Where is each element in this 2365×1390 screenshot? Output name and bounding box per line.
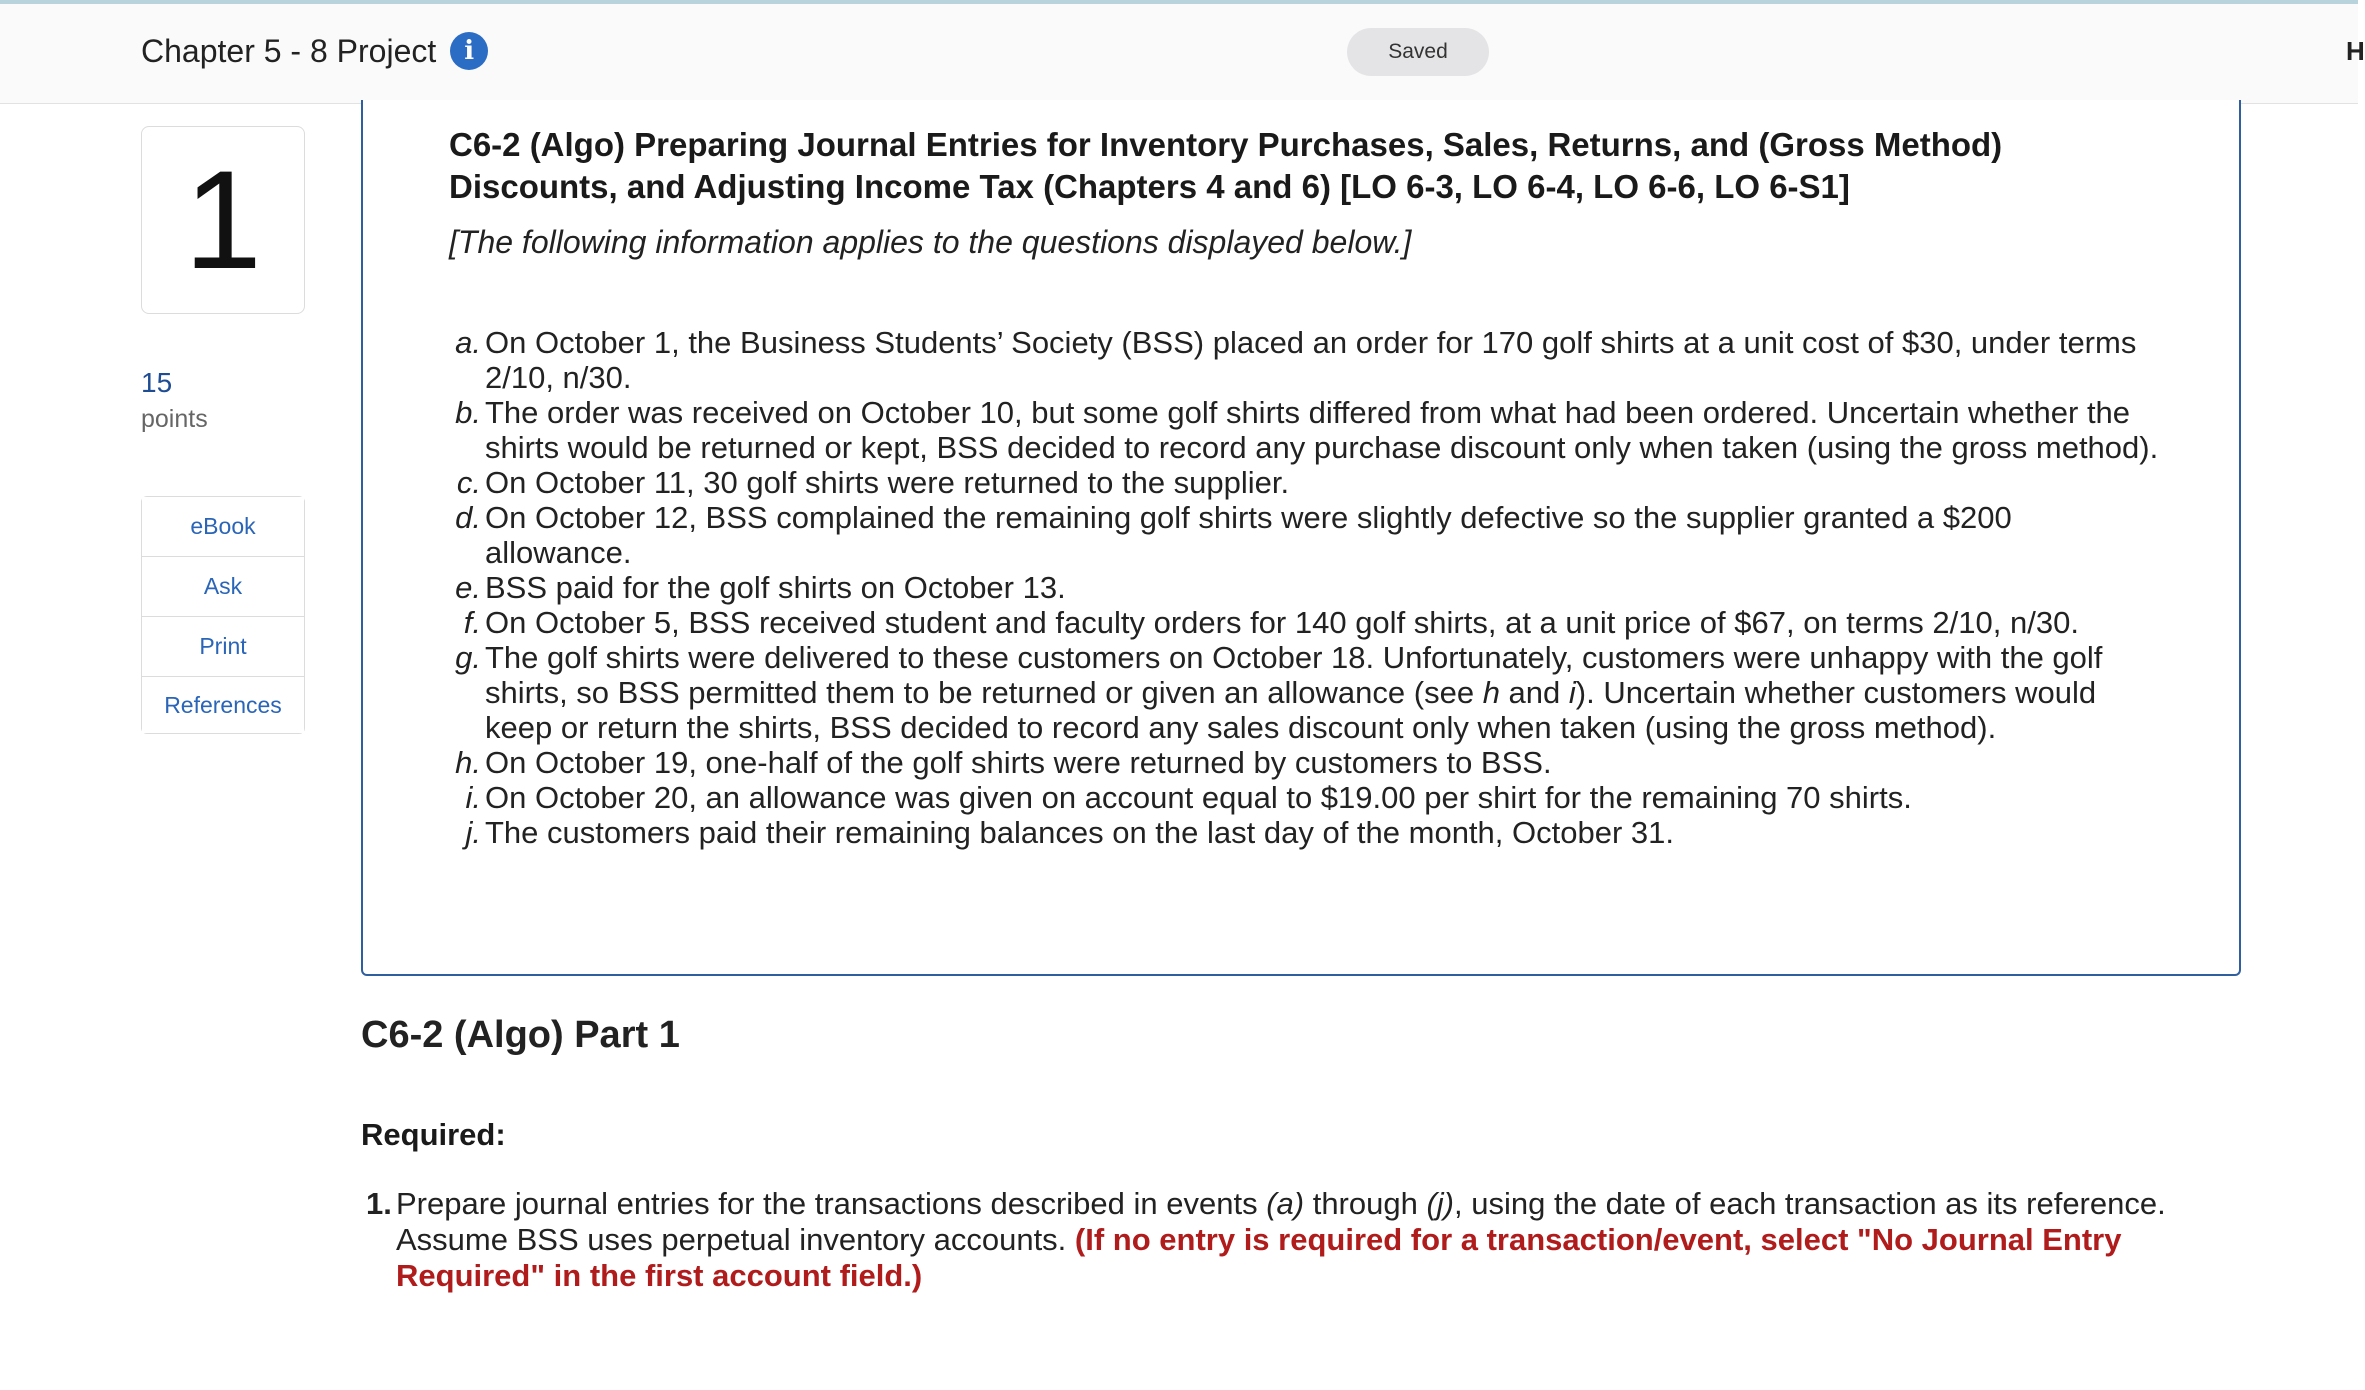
requirement-text-3: , using the date of each transaction as its reference. Assume BSS uses perpetual inventory accounts. <box>396 1186 2166 1257</box>
event-item-a <box>449 325 2159 395</box>
event-letter: h. <box>455 745 481 780</box>
event-letter: f. <box>463 605 481 640</box>
event-ref-h: h <box>1482 675 1500 710</box>
part-title: C6-2 (Algo) Part 1 <box>361 1014 680 1056</box>
event-text: On October 12, BSS complained the remaining golf shirts were slightly defective so the supplier granted a $200 allowance. <box>485 500 2012 570</box>
question-tools <box>141 496 305 734</box>
event-item-i <box>449 780 2159 815</box>
event-item-e <box>449 570 2159 605</box>
header-right-edge-text: H <box>2346 36 2365 66</box>
event-letter: i. <box>465 780 481 815</box>
assignment-title-text: Chapter 5 - 8 Project <box>141 32 437 69</box>
event-item-b <box>449 395 2159 465</box>
points-label: points <box>141 405 208 433</box>
event-text: On October 11, 30 golf shirts were returned to the supplier. <box>485 465 1290 500</box>
event-item-c <box>449 465 2159 500</box>
requirement-ref-a: (a) <box>1266 1186 1305 1221</box>
assignment-title <box>141 32 488 70</box>
event-letter: e. <box>455 570 481 605</box>
event-ref-i: i <box>1568 675 1576 710</box>
points-value: 15 <box>141 367 173 398</box>
event-text: BSS paid for the golf shirts on October 13. <box>485 570 1066 605</box>
requirement-item <box>366 1186 2196 1294</box>
event-text: The order was received on October 10, but some golf shirts differed from what had been ordered. Uncertain whether the shirts would be returned or kept, BSS decided to record any purchase discount only when taken (using the gross method). <box>485 395 2159 465</box>
ebook-button[interactable]: eBook <box>142 497 304 557</box>
event-item-g <box>449 640 2159 745</box>
question-number: 1 <box>141 126 305 314</box>
problem-info-panel <box>361 100 2241 976</box>
event-text: On October 5, BSS received student and faculty orders for 140 golf shirts, at a unit price of $67, on terms 2/10, n/30. <box>485 605 2079 640</box>
event-text-mid: and <box>1499 675 1569 710</box>
event-item-d <box>449 500 2159 570</box>
event-list <box>449 325 2159 850</box>
event-letter: c. <box>456 465 481 500</box>
requirement-text-1: Prepare journal entries for the transactions described in events <box>396 1186 1267 1221</box>
event-letter: j. <box>465 815 481 850</box>
event-letter: b. <box>455 395 481 430</box>
saved-status-badge: Saved <box>1347 28 1489 76</box>
event-text-before: The golf shirts were delivered to these customers on October 18. Unfortunately, customers were unhappy with the golf shirts, so BSS permitted them to be returned or given an allowance (see <box>485 640 2103 710</box>
event-item-h <box>449 745 2159 780</box>
event-item-j <box>449 815 2159 850</box>
event-text: On October 1, the Business Students’ Society (BSS) placed an order for 170 golf shirts at a unit cost of $30, under terms 2/10, n/30. <box>485 325 2137 395</box>
event-text: On October 20, an allowance was given on account equal to $19.00 per shirt for the remaining 70 shirts. <box>485 780 1912 815</box>
event-text: The customers paid their remaining balances on the last day of the month, October 31. <box>485 815 1674 850</box>
event-text-after: ). Uncertain whether customers would keep or return the shirts, BSS decided to record any sales discount only when taken (using the gross method). <box>485 675 2097 745</box>
requirement-text-2: through <box>1304 1186 1427 1221</box>
requirement-ref-j: (j) <box>1426 1186 1455 1221</box>
print-button[interactable]: Print <box>142 617 304 677</box>
requirement-number: 1. <box>366 1186 392 1221</box>
requirement-instruction: (If no entry is required for a transaction/event, select "No Journal Entry Required" in the first account field.) <box>396 1222 2122 1293</box>
event-letter: d. <box>455 500 481 535</box>
event-text: On October 19, one-half of the golf shirts were returned by customers to BSS. <box>485 745 1552 780</box>
problem-note: [The following information applies to the questions displayed below.] <box>449 224 1412 260</box>
required-label: Required: <box>361 1117 506 1152</box>
problem-title: C6-2 (Algo) Preparing Journal Entries for Inventory Purchases, Sales, Returns, and (Gross Method) Discounts, and Adjusting Income Tax (Chapters 4 and 6) [LO 6-3, LO 6-4, LO 6-6, LO 6-S1] <box>449 126 2003 205</box>
references-button[interactable]: References <box>142 677 304 733</box>
ask-button[interactable]: Ask <box>142 557 304 617</box>
event-letter: a. <box>455 325 481 360</box>
header-bar <box>0 4 2365 104</box>
event-letter: g. <box>455 640 481 675</box>
event-item-f <box>449 605 2159 640</box>
info-icon[interactable]: i <box>450 32 488 70</box>
